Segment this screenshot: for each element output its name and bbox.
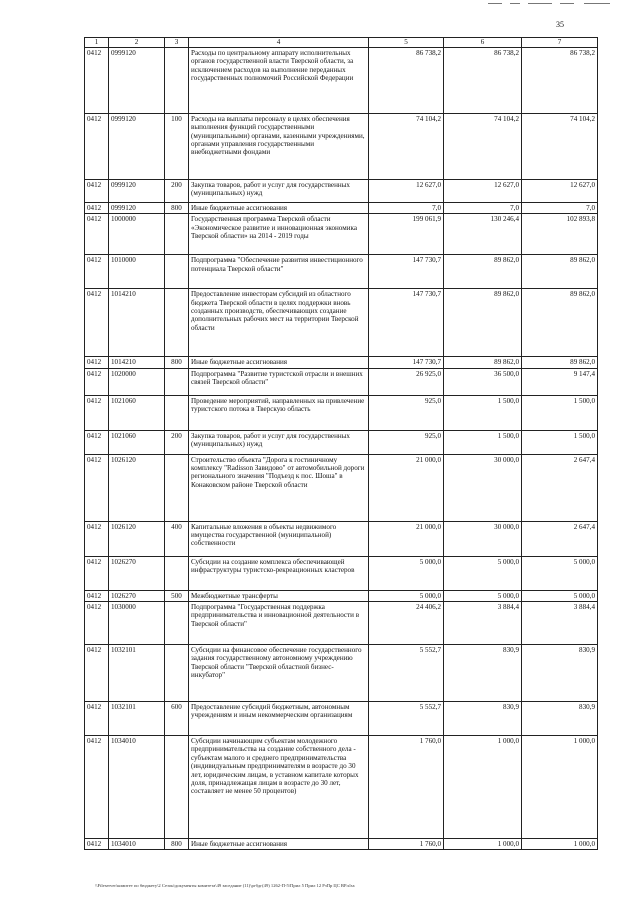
table-row xyxy=(85,602,598,645)
amount-col6-cell: 86 738,2 xyxy=(444,48,522,114)
section-code-cell: 0412 xyxy=(85,289,109,357)
amount-col6-cell: 12 627,0 xyxy=(444,180,522,203)
amount-col7-cell: 86 738,2 xyxy=(522,48,598,114)
expense-type-cell xyxy=(165,454,189,521)
amount-col5-cell: 21 000,0 xyxy=(369,454,444,521)
target-article-cell: 1014210 xyxy=(109,289,165,357)
table-row xyxy=(85,395,598,430)
expense-type-cell xyxy=(165,48,189,114)
table-row xyxy=(85,203,598,214)
column-number: 3 xyxy=(165,38,189,48)
amount-col7-cell: 1 500,0 xyxy=(522,430,598,454)
target-article-cell: 0999120 xyxy=(109,180,165,203)
amount-col7-cell: 830,9 xyxy=(522,645,598,702)
item-name-cell: Субсидии начинающим субъектам молодежного предпринимательства на создание собственного дела - субъектам малого и среднего предпринимательства (индивидуальным предпринимателям в возрасте до 30 лет, юридическим лицам, в уставном капитале которых доля, принадлежащая лицам в возрасте до 30 лет, составляет не менее 50 процентов) xyxy=(189,736,369,839)
expense-type-cell xyxy=(165,214,189,255)
amount-col7-cell: 1 000,0 xyxy=(522,736,598,839)
expense-type-cell: 500 xyxy=(165,590,189,601)
amount-col7-cell: 89 862,0 xyxy=(522,255,598,289)
section-code-cell: 0412 xyxy=(85,602,109,645)
amount-col7-cell: 1 500,0 xyxy=(522,395,598,430)
amount-col6-cell: 89 862,0 xyxy=(444,255,522,289)
expense-type-cell xyxy=(165,602,189,645)
amount-col7-cell: 2 647,4 xyxy=(522,454,598,521)
column-number: 7 xyxy=(522,38,598,48)
table-row xyxy=(85,114,598,180)
section-code-cell: 0412 xyxy=(85,214,109,255)
amount-col6-cell: 3 884,4 xyxy=(444,602,522,645)
page-number: 35 xyxy=(556,20,564,29)
table-row xyxy=(85,357,598,368)
item-name-cell: Проведение мероприятий, направленных на привлечение туристского потока в Тверскую область xyxy=(189,395,369,430)
section-code-cell: 0412 xyxy=(85,454,109,521)
item-name-cell: Строительство объекта "Дорога к гостиничному комплексу "Radisson Завидово" от автомобильной дороги регионального значения "Подъезд к пос. Шоша" в Конаковском районе Тверской области xyxy=(189,454,369,521)
target-article-cell: 1021060 xyxy=(109,430,165,454)
item-name-cell: Предоставление субсидий бюджетным, автономным учреждениям и иным некоммерческим организациям xyxy=(189,702,369,736)
amount-col6-cell: 89 862,0 xyxy=(444,357,522,368)
column-number: 4 xyxy=(189,38,369,48)
amount-col5-cell: 925,0 xyxy=(369,395,444,430)
column-number: 2 xyxy=(109,38,165,48)
section-code-cell: 0412 xyxy=(85,255,109,289)
amount-col5-cell: 24 406,2 xyxy=(369,602,444,645)
amount-col6-cell: 74 104,2 xyxy=(444,114,522,180)
amount-col7-cell: 89 862,0 xyxy=(522,357,598,368)
table-row xyxy=(85,736,598,839)
table-row xyxy=(85,590,598,601)
amount-col5-cell: 86 738,2 xyxy=(369,48,444,114)
section-code-cell: 0412 xyxy=(85,521,109,556)
target-article-cell: 1032101 xyxy=(109,645,165,702)
amount-col5-cell: 21 000,0 xyxy=(369,521,444,556)
target-article-cell: 1032101 xyxy=(109,702,165,736)
item-name-cell: Государственная программа Тверской области «Экономическое развитие и инновационная экономика Тверской области» на 2014 - 2019 годы xyxy=(189,214,369,255)
amount-col6-cell: 1 500,0 xyxy=(444,430,522,454)
target-article-cell: 1034010 xyxy=(109,839,165,850)
amount-col6-cell: 5 000,0 xyxy=(444,556,522,590)
amount-col5-cell: 7,0 xyxy=(369,203,444,214)
amount-col6-cell: 830,9 xyxy=(444,645,522,702)
target-article-cell: 1000000 xyxy=(109,214,165,255)
expense-type-cell: 100 xyxy=(165,114,189,180)
expense-type-cell xyxy=(165,289,189,357)
expense-type-cell xyxy=(165,395,189,430)
amount-col6-cell: 30 000,0 xyxy=(444,521,522,556)
column-number-row xyxy=(85,38,598,48)
target-article-cell: 1014210 xyxy=(109,357,165,368)
amount-col7-cell: 3 884,4 xyxy=(522,602,598,645)
amount-col7-cell: 74 104,2 xyxy=(522,114,598,180)
target-article-cell: 1021060 xyxy=(109,395,165,430)
table-row xyxy=(85,645,598,702)
item-name-cell: Субсидии на создание комплекса обеспечивающей инфраструктуры туристско-рекреационных кластеров xyxy=(189,556,369,590)
amount-col5-cell: 147 730,7 xyxy=(369,357,444,368)
item-name-cell: Подпрограмма "Развитие туристской отрасли и внешних связей Тверской области" xyxy=(189,368,369,395)
amount-col5-cell: 26 925,0 xyxy=(369,368,444,395)
table-row xyxy=(85,430,598,454)
target-article-cell: 1026120 xyxy=(109,521,165,556)
table-row xyxy=(85,702,598,736)
amount-col6-cell: 7,0 xyxy=(444,203,522,214)
amount-col7-cell: 1 000,0 xyxy=(522,839,598,850)
expense-type-cell xyxy=(165,556,189,590)
section-code-cell: 0412 xyxy=(85,357,109,368)
amount-col6-cell: 36 500,0 xyxy=(444,368,522,395)
amount-col5-cell: 5 000,0 xyxy=(369,590,444,601)
amount-col6-cell: 830,9 xyxy=(444,702,522,736)
item-name-cell: Подпрограмма "Государственная поддержка предпринимательства и инновационной деятельности в Тверской области" xyxy=(189,602,369,645)
item-name-cell: Предоставление инвесторам субсидий из областного бюджета Тверской области в целях поддержки вновь созданных производств, обеспечивающих создание дополнительных рабочих мест на территории Тверской области xyxy=(189,289,369,357)
amount-col5-cell: 1 760,0 xyxy=(369,839,444,850)
table-row xyxy=(85,255,598,289)
column-number: 5 xyxy=(369,38,444,48)
amount-col6-cell: 30 000,0 xyxy=(444,454,522,521)
item-name-cell: Закупка товаров, работ и услуг для государственных (муниципальных) нужд xyxy=(189,430,369,454)
section-code-cell: 0412 xyxy=(85,180,109,203)
target-article-cell: 1020000 xyxy=(109,368,165,395)
top-edge-marks xyxy=(488,3,628,5)
section-code-cell: 0412 xyxy=(85,590,109,601)
item-name-cell: Субсидии на финансовое обеспечение государственного задания государственному автономному учреждению Тверской области "Тверской областной бизнес-инкубатор" xyxy=(189,645,369,702)
target-article-cell: 1026270 xyxy=(109,556,165,590)
amount-col7-cell: 5 000,0 xyxy=(522,590,598,601)
target-article-cell: 1030000 xyxy=(109,602,165,645)
table-row xyxy=(85,368,598,395)
amount-col7-cell: 5 000,0 xyxy=(522,556,598,590)
amount-col5-cell: 5 000,0 xyxy=(369,556,444,590)
table-row xyxy=(85,556,598,590)
section-code-cell: 0412 xyxy=(85,556,109,590)
expense-type-cell xyxy=(165,645,189,702)
amount-col7-cell: 2 647,4 xyxy=(522,521,598,556)
item-name-cell: Закупка товаров, работ и услуг для государственных (муниципальных) нужд xyxy=(189,180,369,203)
amount-col6-cell: 1 000,0 xyxy=(444,839,522,850)
item-name-cell: Иные бюджетные ассигнования xyxy=(189,839,369,850)
amount-col5-cell: 12 627,0 xyxy=(369,180,444,203)
table-row xyxy=(85,214,598,255)
section-code-cell: 0412 xyxy=(85,839,109,850)
expense-type-cell: 200 xyxy=(165,180,189,203)
item-name-cell: Межбюджетные трансферты xyxy=(189,590,369,601)
section-code-cell: 0412 xyxy=(85,736,109,839)
amount-col7-cell: 9 147,4 xyxy=(522,368,598,395)
table-row xyxy=(85,454,598,521)
column-number: 6 xyxy=(444,38,522,48)
expense-type-cell: 800 xyxy=(165,357,189,368)
table-row xyxy=(85,839,598,850)
target-article-cell: 0999120 xyxy=(109,114,165,180)
amount-col5-cell: 1 760,0 xyxy=(369,736,444,839)
amount-col7-cell: 7,0 xyxy=(522,203,598,214)
amount-col6-cell: 1 500,0 xyxy=(444,395,522,430)
amount-col7-cell: 830,9 xyxy=(522,702,598,736)
expense-type-cell xyxy=(165,255,189,289)
table-row xyxy=(85,48,598,114)
section-code-cell: 0412 xyxy=(85,368,109,395)
item-name-cell: Расходы на выплаты персоналу в целях обеспечения выполнения функций государственными (муниципальными) органами, казенными учреждениями, органами управления государственными внебюджетными фондами xyxy=(189,114,369,180)
amount-col6-cell: 89 862,0 xyxy=(444,289,522,357)
amount-col5-cell: 147 730,7 xyxy=(369,289,444,357)
target-article-cell: 0999120 xyxy=(109,203,165,214)
item-name-cell: Подпрограмма "Обеспечение развития инвестиционного потенциала Тверской области" xyxy=(189,255,369,289)
column-number: 1 xyxy=(85,38,109,48)
table-row xyxy=(85,180,598,203)
amount-col5-cell: 5 552,7 xyxy=(369,645,444,702)
amount-col5-cell: 74 104,2 xyxy=(369,114,444,180)
section-code-cell: 0412 xyxy=(85,48,109,114)
expense-type-cell: 800 xyxy=(165,839,189,850)
target-article-cell: 0999120 xyxy=(109,48,165,114)
expense-type-cell: 200 xyxy=(165,430,189,454)
amount-col7-cell: 102 893,8 xyxy=(522,214,598,255)
section-code-cell: 0412 xyxy=(85,203,109,214)
file-path-footer: \\Fileserver\комитет по бюджету\2 Сезон\документы комитета\49 заседание (11)\ргбдг(49) 1262-П-5\Прил 5 Прил 12 РзПр ЦС ВР.xlsx xyxy=(95,883,355,888)
section-code-cell: 0412 xyxy=(85,430,109,454)
item-name-cell: Иные бюджетные ассигнования xyxy=(189,203,369,214)
amount-col6-cell: 1 000,0 xyxy=(444,736,522,839)
section-code-cell: 0412 xyxy=(85,645,109,702)
budget-table xyxy=(84,37,598,850)
item-name-cell: Иные бюджетные ассигнования xyxy=(189,357,369,368)
amount-col7-cell: 89 862,0 xyxy=(522,289,598,357)
amount-col5-cell: 925,0 xyxy=(369,430,444,454)
expense-type-cell xyxy=(165,736,189,839)
amount-col6-cell: 130 246,4 xyxy=(444,214,522,255)
item-name-cell: Расходы по центральному аппарату исполнительных органов государственной власти Тверской области, за исключением расходов на выполнение переданных государственных полномочий Российской Федерации xyxy=(189,48,369,114)
amount-col5-cell: 5 552,7 xyxy=(369,702,444,736)
amount-col5-cell: 199 061,9 xyxy=(369,214,444,255)
target-article-cell: 1034010 xyxy=(109,736,165,839)
section-code-cell: 0412 xyxy=(85,702,109,736)
expense-type-cell: 800 xyxy=(165,203,189,214)
section-code-cell: 0412 xyxy=(85,114,109,180)
item-name-cell: Капитальные вложения в объекты недвижимого имущества государственной (муниципальной) собственности xyxy=(189,521,369,556)
amount-col6-cell: 5 000,0 xyxy=(444,590,522,601)
table-row xyxy=(85,521,598,556)
amount-col5-cell: 147 730,7 xyxy=(369,255,444,289)
target-article-cell: 1026120 xyxy=(109,454,165,521)
table-row xyxy=(85,289,598,357)
target-article-cell: 1026270 xyxy=(109,590,165,601)
section-code-cell: 0412 xyxy=(85,395,109,430)
amount-col7-cell: 12 627,0 xyxy=(522,180,598,203)
expense-type-cell: 600 xyxy=(165,702,189,736)
target-article-cell: 1010000 xyxy=(109,255,165,289)
expense-type-cell xyxy=(165,368,189,395)
expense-type-cell: 400 xyxy=(165,521,189,556)
